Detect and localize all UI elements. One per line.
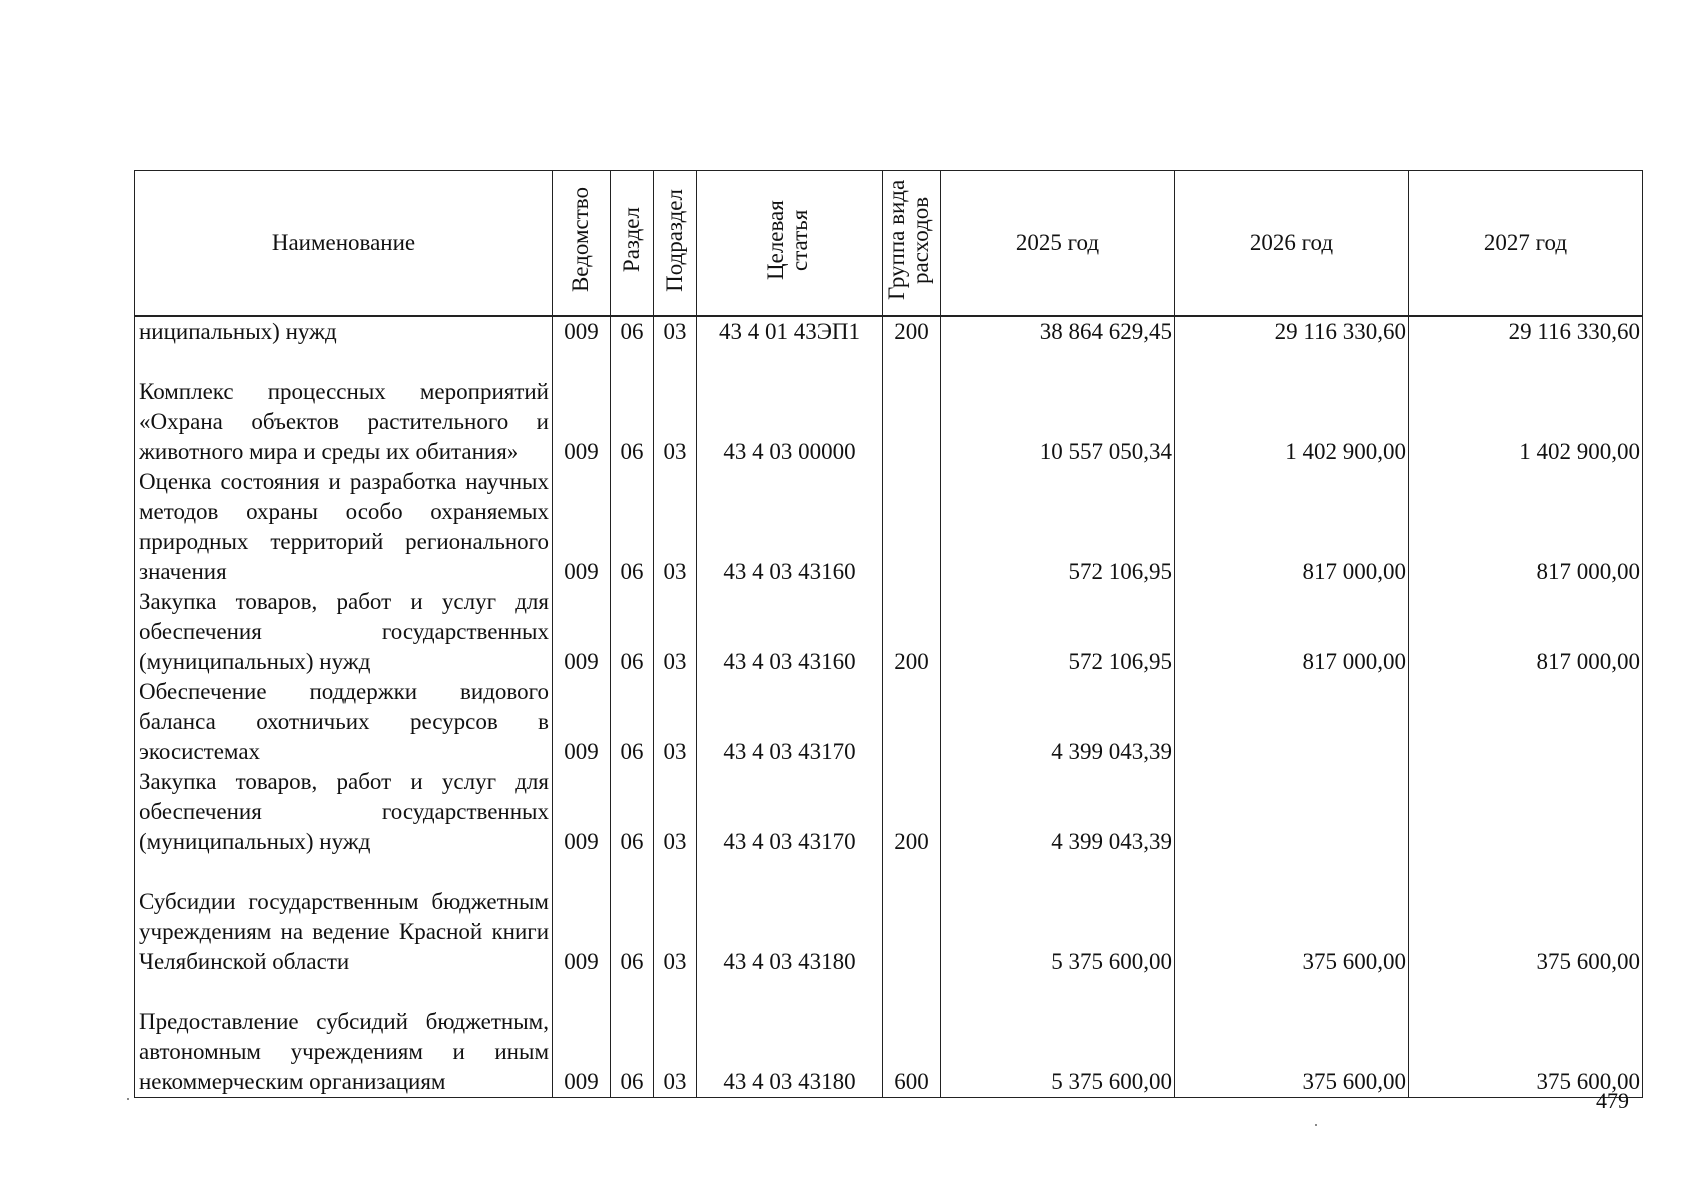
row-subsection: 03	[654, 467, 697, 587]
row-subsection: 03	[654, 767, 697, 857]
row-department: 009	[553, 587, 611, 677]
row-2026	[1175, 677, 1409, 767]
row-name: Оценка состояния и разработка научных методов охраны особо охраняемых природных территорий регионального значения	[135, 467, 553, 587]
table-body	[135, 316, 1643, 1097]
row-subsection: 03	[654, 347, 697, 467]
row-2026: 817 000,00	[1175, 467, 1409, 587]
header-2027: 2027 год	[1409, 171, 1643, 317]
row-2025: 5 375 600,00	[941, 857, 1175, 977]
row-department: 009	[553, 677, 611, 767]
table-row	[135, 587, 1643, 677]
header-target: Целевая статья	[697, 171, 883, 317]
row-group	[883, 677, 941, 767]
row-department: 009	[553, 467, 611, 587]
row-section: 06	[611, 767, 654, 857]
table-row	[135, 677, 1643, 767]
row-2025: 38 864 629,45	[941, 316, 1175, 347]
row-department: 009	[553, 977, 611, 1097]
row-2025: 572 106,95	[941, 467, 1175, 587]
row-target: 43 4 03 43160	[697, 467, 883, 587]
row-section: 06	[611, 316, 654, 347]
table-header	[135, 171, 1643, 317]
header-subsection: Подраздел	[654, 171, 697, 317]
row-subsection: 03	[654, 857, 697, 977]
row-name: Закупка товаров, работ и услуг для обеспечения государственных (муниципальных) нужд	[135, 587, 553, 677]
scan-speck	[127, 1098, 129, 1100]
header-department: Ведомство	[553, 171, 611, 317]
row-target: 43 4 03 43180	[697, 857, 883, 977]
row-section: 06	[611, 857, 654, 977]
row-2027: 375 600,00	[1409, 977, 1643, 1097]
row-subsection: 03	[654, 677, 697, 767]
row-2025: 572 106,95	[941, 587, 1175, 677]
row-department: 009	[553, 347, 611, 467]
row-department: 009	[553, 767, 611, 857]
row-2027: 29 116 330,60	[1409, 316, 1643, 347]
row-2026: 375 600,00	[1175, 857, 1409, 977]
row-department: 009	[553, 857, 611, 977]
row-target: 43 4 03 00000	[697, 347, 883, 467]
row-name: Закупка товаров, работ и услуг для обеспечения государственных (муниципальных) нужд	[135, 767, 553, 857]
row-2027: 817 000,00	[1409, 587, 1643, 677]
row-2027	[1409, 767, 1643, 857]
row-2025: 5 375 600,00	[941, 977, 1175, 1097]
row-group	[883, 857, 941, 977]
header-section: Раздел	[611, 171, 654, 317]
row-target: 43 4 01 43ЭП1	[697, 316, 883, 347]
row-subsection: 03	[654, 977, 697, 1097]
row-subsection: 03	[654, 587, 697, 677]
header-name: Наименование	[135, 171, 553, 317]
row-2027: 1 402 900,00	[1409, 347, 1643, 467]
row-target: 43 4 03 43170	[697, 677, 883, 767]
row-group: 600	[883, 977, 941, 1097]
table-row	[135, 977, 1643, 1097]
row-section: 06	[611, 587, 654, 677]
row-2025: 10 557 050,34	[941, 347, 1175, 467]
row-2026: 1 402 900,00	[1175, 347, 1409, 467]
row-2025: 4 399 043,39	[941, 677, 1175, 767]
header-2025: 2025 год	[941, 171, 1175, 317]
row-2026	[1175, 767, 1409, 857]
row-section: 06	[611, 347, 654, 467]
row-group: 200	[883, 316, 941, 347]
row-name: ниципальных) нужд	[135, 316, 553, 347]
table-row	[135, 467, 1643, 587]
row-group	[883, 347, 941, 467]
row-target: 43 4 03 43180	[697, 977, 883, 1097]
row-group	[883, 467, 941, 587]
row-2025: 4 399 043,39	[941, 767, 1175, 857]
row-group: 200	[883, 767, 941, 857]
row-name: Предоставление субсидий бюджетным, автономным учреждениям и иным некоммерческим организациям	[135, 977, 553, 1097]
row-2026: 29 116 330,60	[1175, 316, 1409, 347]
table-row	[135, 316, 1643, 347]
table-row	[135, 347, 1643, 467]
table-row	[135, 767, 1643, 857]
row-name: Комплекс процессных мероприятий «Охрана объектов растительного и животного мира и среды их обитания»	[135, 347, 553, 467]
row-section: 06	[611, 977, 654, 1097]
row-target: 43 4 03 43160	[697, 587, 883, 677]
row-name: Субсидии государственным бюджетным учреждениям на ведение Красной книги Челябинской области	[135, 857, 553, 977]
row-2027: 817 000,00	[1409, 467, 1643, 587]
row-2027: 375 600,00	[1409, 857, 1643, 977]
row-2026: 817 000,00	[1175, 587, 1409, 677]
row-2026: 375 600,00	[1175, 977, 1409, 1097]
row-subsection: 03	[654, 316, 697, 347]
row-section: 06	[611, 467, 654, 587]
budget-table	[134, 170, 1643, 1098]
row-name: Обеспечение поддержки видового баланса охотничьих ресурсов в экосистемах	[135, 677, 553, 767]
table-row	[135, 857, 1643, 977]
row-target: 43 4 03 43170	[697, 767, 883, 857]
row-department: 009	[553, 316, 611, 347]
scan-speck	[1315, 1124, 1317, 1126]
row-group: 200	[883, 587, 941, 677]
header-2026: 2026 год	[1175, 171, 1409, 317]
page-number: 479	[1596, 1088, 1629, 1113]
row-2027	[1409, 677, 1643, 767]
row-section: 06	[611, 677, 654, 767]
header-group: Группа вида расходов	[883, 171, 941, 317]
